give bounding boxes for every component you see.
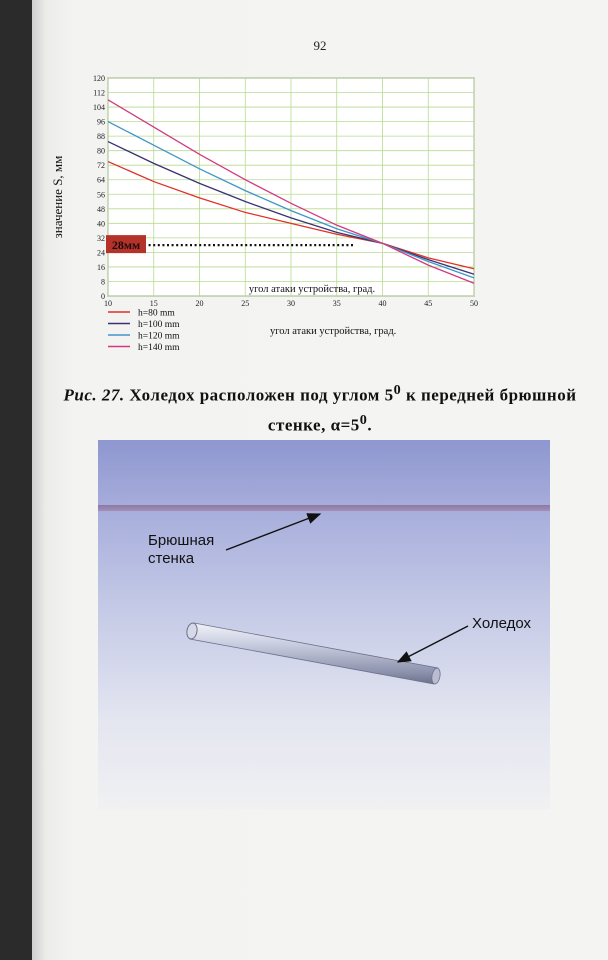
y-tick-label: 80	[97, 146, 105, 156]
y-tick-label: 16	[97, 262, 105, 272]
x-tick-label: 35	[332, 299, 341, 308]
y-tick-label: 112	[93, 88, 105, 98]
abdominal-wall-label	[148, 532, 214, 568]
y-tick-label: 72	[97, 161, 105, 171]
bile-duct-illustration	[98, 440, 550, 810]
x-tick-label: 25	[241, 299, 250, 308]
y-tick-label: 40	[97, 219, 105, 229]
bile-duct-label: Холедох	[472, 615, 532, 632]
annotation-text: 28мм	[111, 238, 141, 253]
legend-label: h=80 mm	[138, 308, 175, 319]
abdominal-wall-label-line-2: стенка	[148, 550, 195, 567]
caption-line-1	[32, 378, 608, 408]
bile-duct-tube	[186, 622, 442, 684]
duct-arrow	[398, 626, 468, 662]
y-tick-label: 104	[93, 103, 105, 113]
y-tick-label: 120	[93, 74, 105, 83]
x-axis-label-inner: угол атаки устройства, град.	[248, 284, 376, 295]
x-tick-label: 10	[104, 299, 112, 308]
page-number: 92	[313, 38, 327, 53]
caption-text-2-tail: .	[367, 415, 373, 435]
y-tick-label: 0	[101, 292, 105, 301]
figure-label: Рис. 27.	[63, 385, 125, 405]
caption-line-2	[32, 408, 608, 438]
book-page	[32, 0, 608, 960]
caption-text-1-tail: к передней брюшной	[401, 385, 577, 405]
x-tick-label: 20	[195, 299, 204, 308]
y-tick-label: 48	[97, 204, 105, 214]
figure-caption	[32, 378, 608, 437]
x-tick-label: 45	[424, 299, 433, 308]
legend-label: h=120 mm	[138, 331, 180, 342]
caption-sup-2: 0	[359, 411, 368, 428]
line-chart	[32, 0, 608, 370]
x-tick-label: 15	[149, 299, 158, 308]
caption-sup-1: 0	[393, 382, 402, 398]
y-tick-label: 32	[97, 233, 105, 243]
y-tick-label: 88	[97, 132, 105, 142]
caption-text-2: стенке, α=5	[267, 415, 360, 435]
y-tick-label: 64	[97, 175, 105, 185]
legend-label: h=140 mm	[138, 343, 180, 353]
wall-arrow	[226, 514, 320, 550]
legend-label: h=100 mm	[138, 320, 180, 330]
x-tick-label: 40	[378, 299, 387, 308]
y-tick-label: 24	[97, 248, 105, 258]
x-tick-label: 30	[287, 299, 295, 308]
y-axis-label: значение S, мм	[50, 155, 65, 239]
y-tick-label: 8	[101, 277, 105, 287]
abdominal-wall-label-line-1: Брюшная	[148, 532, 215, 549]
y-tick-label: 96	[97, 117, 105, 127]
x-tick-label: 50	[470, 299, 478, 308]
caption-text-1: Холедох расположен под углом 5	[129, 385, 394, 405]
y-tick-label: 56	[97, 190, 105, 200]
x-axis-label: угол атаки устройства, град.	[270, 326, 397, 337]
